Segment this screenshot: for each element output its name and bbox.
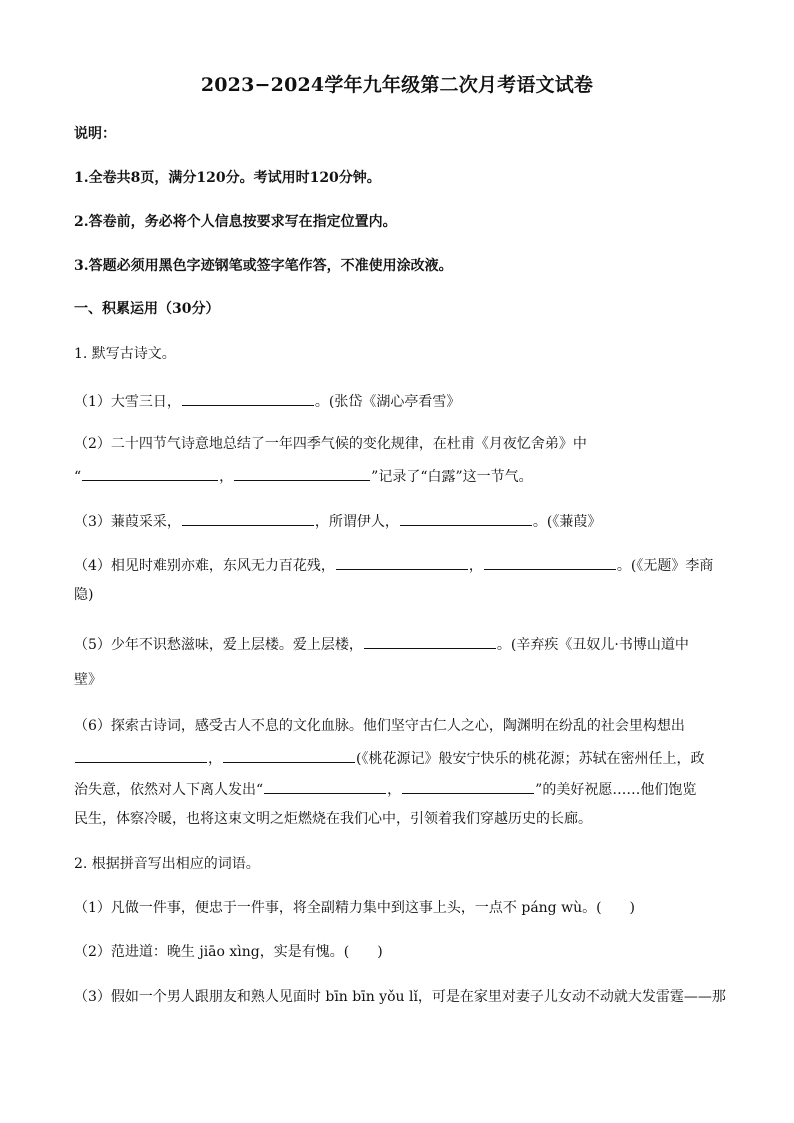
instruction-item: 1.全卷共8页，满分120分。考试用时120分钟。 bbox=[74, 170, 381, 186]
question-item-cont bbox=[74, 747, 724, 769]
item-text: 。(《无题》李商 bbox=[616, 558, 714, 574]
question-item bbox=[74, 554, 724, 576]
item-text: （3）蒹葭采采， bbox=[74, 514, 181, 530]
question-item-cont bbox=[74, 778, 724, 800]
answer-blank[interactable] bbox=[182, 510, 314, 526]
item-text: ， bbox=[208, 751, 222, 767]
question-item bbox=[74, 390, 724, 412]
answer-blank[interactable] bbox=[223, 747, 355, 763]
instruction-item: 2.答卷前，务必将个人信息按要求写在指定位置内。 bbox=[74, 214, 397, 230]
item-text: 。(张岱《湖心亭看雪》 bbox=[314, 394, 461, 410]
instructions-heading: 说明： bbox=[74, 126, 116, 142]
question-item-cont: 壁》 bbox=[74, 672, 102, 688]
question-item: （1）凡做一件事，便忠于一件事，将全副精力集中到这事上头，一点不 páng wù。( ) bbox=[74, 900, 636, 916]
answer-blank[interactable] bbox=[484, 554, 616, 570]
item-text: （5）少年不识愁滋味，爱上层楼。爱上层楼， bbox=[74, 637, 363, 653]
answer-blank[interactable] bbox=[264, 778, 386, 794]
section-heading: 一、积累运用（30分） bbox=[74, 301, 220, 317]
answer-blank[interactable] bbox=[75, 747, 207, 763]
question-item: （6）探索古诗词，感受古人不息的文化血脉。他们坚守古仁人之心，陶渊明在纷乱的社会里构想出 bbox=[74, 718, 685, 734]
question-stem: 2. 根据拼音写出相应的词语。 bbox=[74, 856, 260, 872]
item-text: 。(辛弃疾《丑奴儿·书博山道中 bbox=[496, 637, 689, 653]
answer-blank[interactable] bbox=[336, 554, 468, 570]
question-item bbox=[74, 510, 724, 532]
item-text: ”记录了“白露”这一节气。 bbox=[371, 469, 533, 485]
item-text: （4）相见时难别亦难，东风无力百花残， bbox=[74, 558, 335, 574]
answer-blank[interactable] bbox=[182, 390, 314, 406]
question-item-cont: 民生，体察冷暖，也将这束文明之炬燃烧在我们心中，引领着我们穿越历史的长廊。 bbox=[74, 811, 592, 827]
question-item: （2）二十四节气诗意地总结了一年四季气候的变化规律，在杜甫《月夜忆舍弟》中 bbox=[74, 436, 587, 452]
exam-title: 2023−2024学年九年级第二次月考语文试卷 bbox=[200, 74, 594, 96]
item-text: 治失意，依然对人下离人发出“ bbox=[74, 782, 264, 798]
question-item bbox=[74, 465, 724, 487]
answer-blank[interactable] bbox=[82, 465, 218, 481]
answer-blank[interactable] bbox=[234, 465, 370, 481]
question-item: （2）范进道：晚生 jiāo xìng，实是有愧。( ) bbox=[74, 944, 383, 960]
item-text: ， bbox=[219, 469, 234, 485]
answer-blank[interactable] bbox=[402, 778, 534, 794]
item-text: ， bbox=[468, 558, 483, 574]
answer-blank[interactable] bbox=[364, 633, 496, 649]
item-text: ， bbox=[387, 782, 402, 798]
instruction-item: 3.答题必须用黑色字迹钢笔或签字笔作答，不准使用涂改液。 bbox=[74, 258, 453, 274]
question-stem: 1. 默写古诗文。 bbox=[74, 346, 176, 362]
question-item-cont: 隐) bbox=[74, 587, 94, 603]
question-item: （3）假如一个男人跟朋友和熟人见面时 bīn bīn yǒu lǐ，可是在家里对妻子儿女动不动就大发雷霆——那 bbox=[74, 989, 726, 1005]
item-text: （1）大雪三日， bbox=[74, 394, 181, 410]
item-text: ，所谓伊人， bbox=[314, 514, 399, 530]
item-text: ”的美好祝愿……他们饱览 bbox=[535, 782, 697, 798]
question-item bbox=[74, 633, 724, 655]
item-text: 。(《蒹葭》 bbox=[532, 514, 602, 530]
item-text: (《桃花源记》般安宁快乐的桃花源；苏轼在密州任上，政 bbox=[356, 751, 705, 767]
answer-blank[interactable] bbox=[400, 510, 532, 526]
item-text: “ bbox=[74, 469, 82, 485]
